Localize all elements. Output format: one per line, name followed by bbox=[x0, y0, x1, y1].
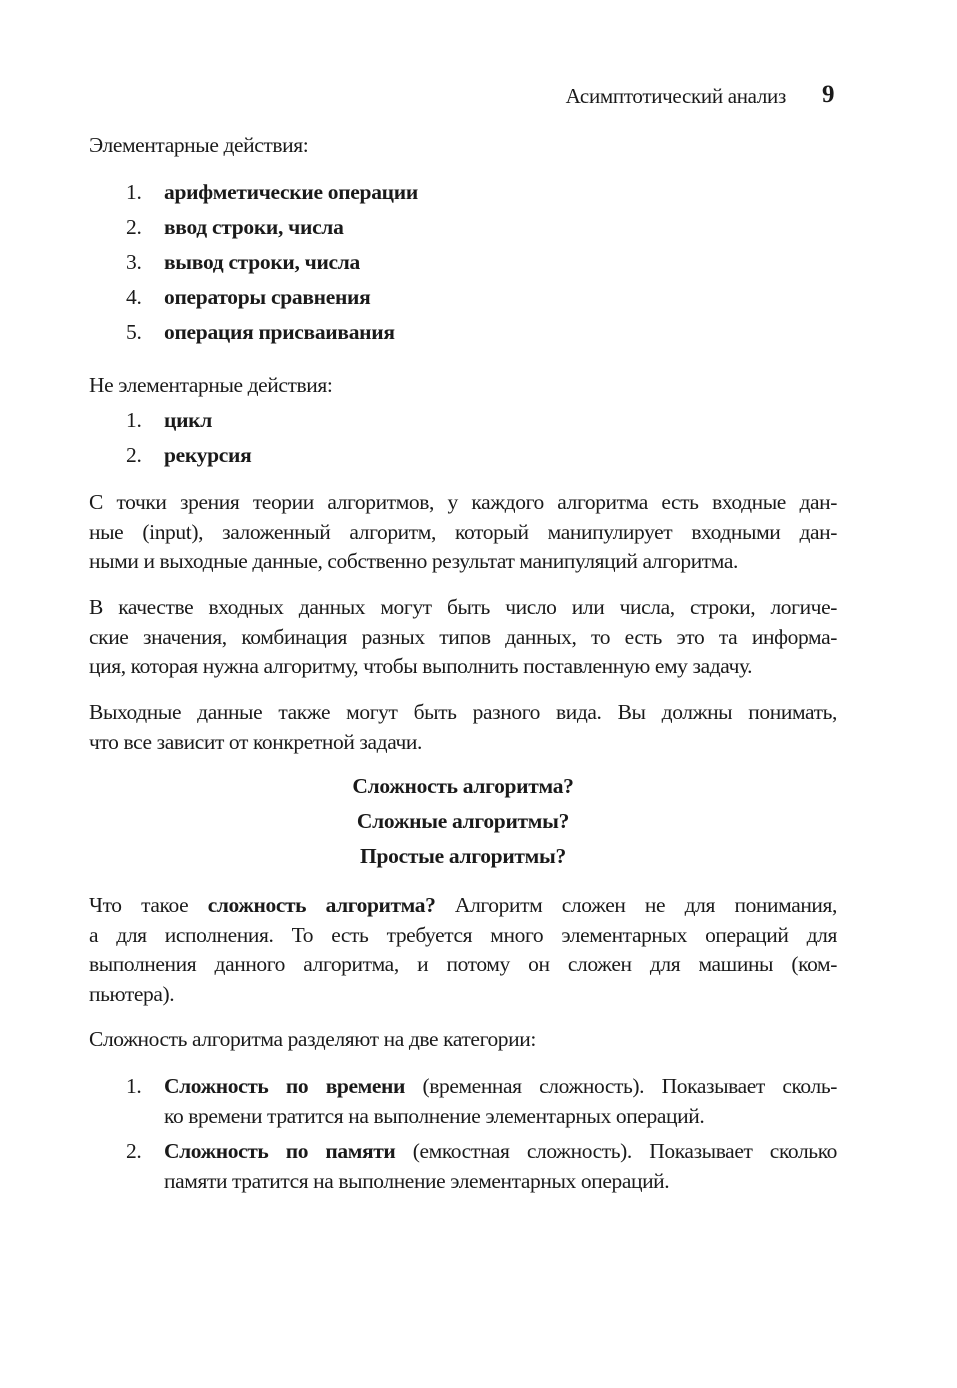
list-text: операция присваивания bbox=[164, 320, 395, 344]
text-line: Выходные данные также могут быть разного вида. Вы должны понимать, bbox=[89, 700, 837, 724]
page-number: 9 bbox=[822, 81, 835, 108]
text-line bbox=[164, 1137, 837, 1167]
text-run: (временная сложность). Показывает сколь- bbox=[404, 1074, 837, 1098]
paragraph-output bbox=[89, 698, 837, 757]
text-line: ные (input), заложенный алгоритм, который манипулирует входными дан- bbox=[89, 519, 837, 544]
list-text: ввод строки, числа bbox=[164, 215, 344, 239]
list-number: 1. bbox=[126, 180, 142, 204]
text-line: а для исполнения. То есть требуется много элементарных операций для bbox=[89, 922, 837, 947]
list-number: 2. bbox=[126, 443, 142, 467]
elementary-intro: Элементарные действия: bbox=[89, 133, 309, 157]
paragraph-theory bbox=[89, 488, 837, 577]
question-heading: Сложные алгоритмы? bbox=[356, 809, 570, 833]
bold-term: Сложность по времени bbox=[164, 1074, 405, 1098]
question-heading: Сложность алгоритма? bbox=[352, 774, 574, 798]
text-line bbox=[89, 891, 837, 921]
list-number: 2. bbox=[126, 1139, 142, 1163]
text-line: что все зависит от конкретной задачи. bbox=[89, 729, 422, 754]
categories-intro: Сложность алгоритма разделяют на две категории: bbox=[89, 1027, 536, 1051]
text-line: памяти тратится на выполнение элементарных операций. bbox=[164, 1168, 670, 1193]
running-header-title: Асимптотический анализ bbox=[565, 84, 786, 108]
list-text: цикл bbox=[164, 408, 213, 432]
list-text: операторы сравнения bbox=[164, 285, 371, 309]
text-line: ция, которая нужна алгоритму, чтобы выполнить поставленную ему задачу. bbox=[89, 654, 753, 678]
list-number: 1. bbox=[126, 408, 142, 432]
text-run: (емкостная сложность). Показывает сколько bbox=[395, 1139, 838, 1163]
bold-term: Сложность по памяти bbox=[164, 1139, 396, 1163]
list-text: вывод строки, числа bbox=[164, 250, 361, 274]
text-line: В качестве входных данных могут быть число или числа, строки, логиче- bbox=[89, 595, 837, 619]
text-line: С точки зрения теории алгоритмов, у каждого алгоритма есть входные дан- bbox=[89, 490, 837, 514]
list-number: 4. bbox=[126, 285, 142, 309]
list-body bbox=[164, 1072, 837, 1131]
list-number: 5. bbox=[126, 320, 142, 344]
list-item bbox=[126, 1137, 837, 1197]
text-line: ко времени тратится на выполнение элементарных операций. bbox=[164, 1103, 705, 1128]
paragraph-complexity bbox=[89, 891, 837, 1009]
text-run: Алгоритм сложен не для понимания, bbox=[435, 893, 838, 917]
text-line: ными и выходные данные, собственно результат манипуляций алгоритма. bbox=[89, 549, 738, 573]
text-run: Что такое bbox=[89, 893, 208, 917]
list-text: арифметические операции bbox=[164, 180, 418, 204]
list-number: 2. bbox=[126, 215, 142, 239]
list-text: рекурсия bbox=[164, 443, 252, 467]
text-line bbox=[164, 1072, 837, 1102]
question-heading: Простые алгоритмы? bbox=[360, 844, 566, 868]
text-line: пьютера). bbox=[89, 981, 175, 1006]
list-number: 1. bbox=[126, 1074, 142, 1098]
non-elementary-intro: Не элементарные действия: bbox=[89, 373, 333, 397]
list-item bbox=[126, 1072, 837, 1132]
text-line: выполнения данного алгоритма, и потому он сложен для машины (ком- bbox=[89, 952, 837, 976]
list-body bbox=[164, 1137, 837, 1196]
paragraph-input bbox=[89, 593, 837, 682]
bold-term: сложность алгоритма? bbox=[207, 893, 436, 917]
list-number: 3. bbox=[126, 250, 142, 274]
text-line: ские значения, комбинация разных типов данных, то есть это та информа- bbox=[89, 624, 837, 649]
